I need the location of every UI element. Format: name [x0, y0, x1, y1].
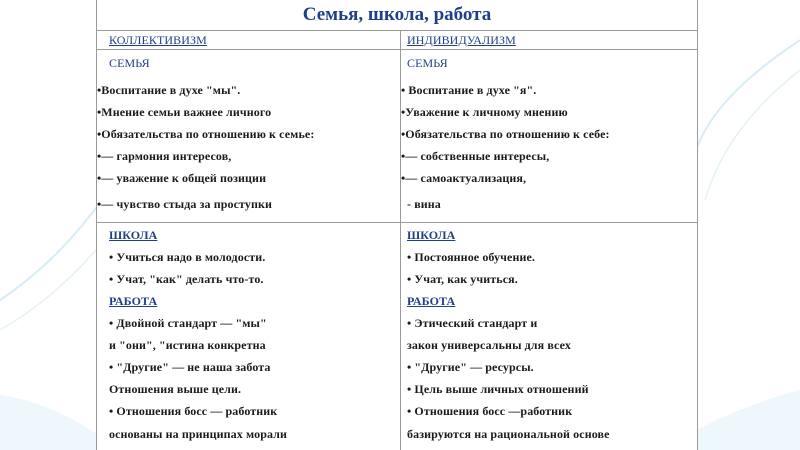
collectivism-school-label: ШКОЛА [109, 228, 158, 242]
list-item: • Этический стандарт и [407, 316, 538, 330]
section-divider [401, 222, 697, 223]
header-divider [97, 49, 400, 50]
list-item: - вина [407, 197, 441, 211]
list-item: •Уважение к личному мнению [401, 105, 568, 119]
list-item: и "они", "истина конкретна [109, 338, 266, 352]
individualism-work-label: РАБОТА [407, 294, 456, 308]
individualism-school-label: ШКОЛА [407, 228, 456, 242]
collectivism-family-label: СЕМЬЯ [109, 56, 150, 70]
list-item: •— гармония интересов, [97, 149, 232, 163]
list-item: • Отношения босс —работник [407, 404, 573, 418]
list-item: основаны на принципах морали [109, 427, 288, 441]
list-item: •Обязательства по отношению к семье: [97, 127, 315, 141]
list-item: • Цель выше личных отношений [407, 382, 589, 396]
list-item: •— чувство стыда за проступки [97, 197, 272, 211]
individualism-header: ИНДИВИДУАЛИЗМ [407, 33, 516, 47]
collectivism-header: КОЛЛЕКТИВИЗМ [109, 33, 207, 47]
list-item: •Обязательства по отношению к себе: [401, 127, 610, 141]
list-item: • Учат, "как" делать что-то. [109, 272, 264, 286]
list-item: •Воспитание в духе "мы". [97, 83, 241, 97]
list-item: •Мнение семьи важнее личного [97, 105, 272, 119]
list-item: • Постоянное обучение. [407, 250, 536, 264]
list-item: • "Другие" — ресурсы. [407, 360, 534, 374]
list-item: • "Другие" — не наша забота [109, 360, 271, 374]
list-item: базируются на рациональной основе [407, 427, 610, 441]
slide-table [96, 0, 698, 450]
list-item: • Воспитание в духе "я". [401, 83, 537, 97]
list-item: • Учат, как учиться. [407, 272, 518, 286]
list-item: • Двойной стандарт — "мы" [109, 316, 267, 330]
collectivism-column [97, 30, 401, 450]
collectivism-work-label: РАБОТА [109, 294, 158, 308]
header-divider [401, 49, 697, 50]
list-item: •— самоактуализация, [401, 171, 527, 185]
individualism-family-label: СЕМЬЯ [407, 56, 448, 70]
list-item: •— уважение к общей позиции [97, 171, 267, 185]
list-item: закон универсальны для всех [407, 338, 571, 352]
list-item: • Учиться надо в молодости. [109, 250, 266, 264]
list-item: • Отношения босс — работник [109, 404, 278, 418]
list-item: •— собственные интересы, [401, 149, 550, 163]
individualism-column [401, 30, 697, 450]
list-item: Отношения выше цели. [109, 382, 242, 396]
slide-title: Семья, школа, работа [97, 0, 697, 31]
section-divider [97, 222, 400, 223]
